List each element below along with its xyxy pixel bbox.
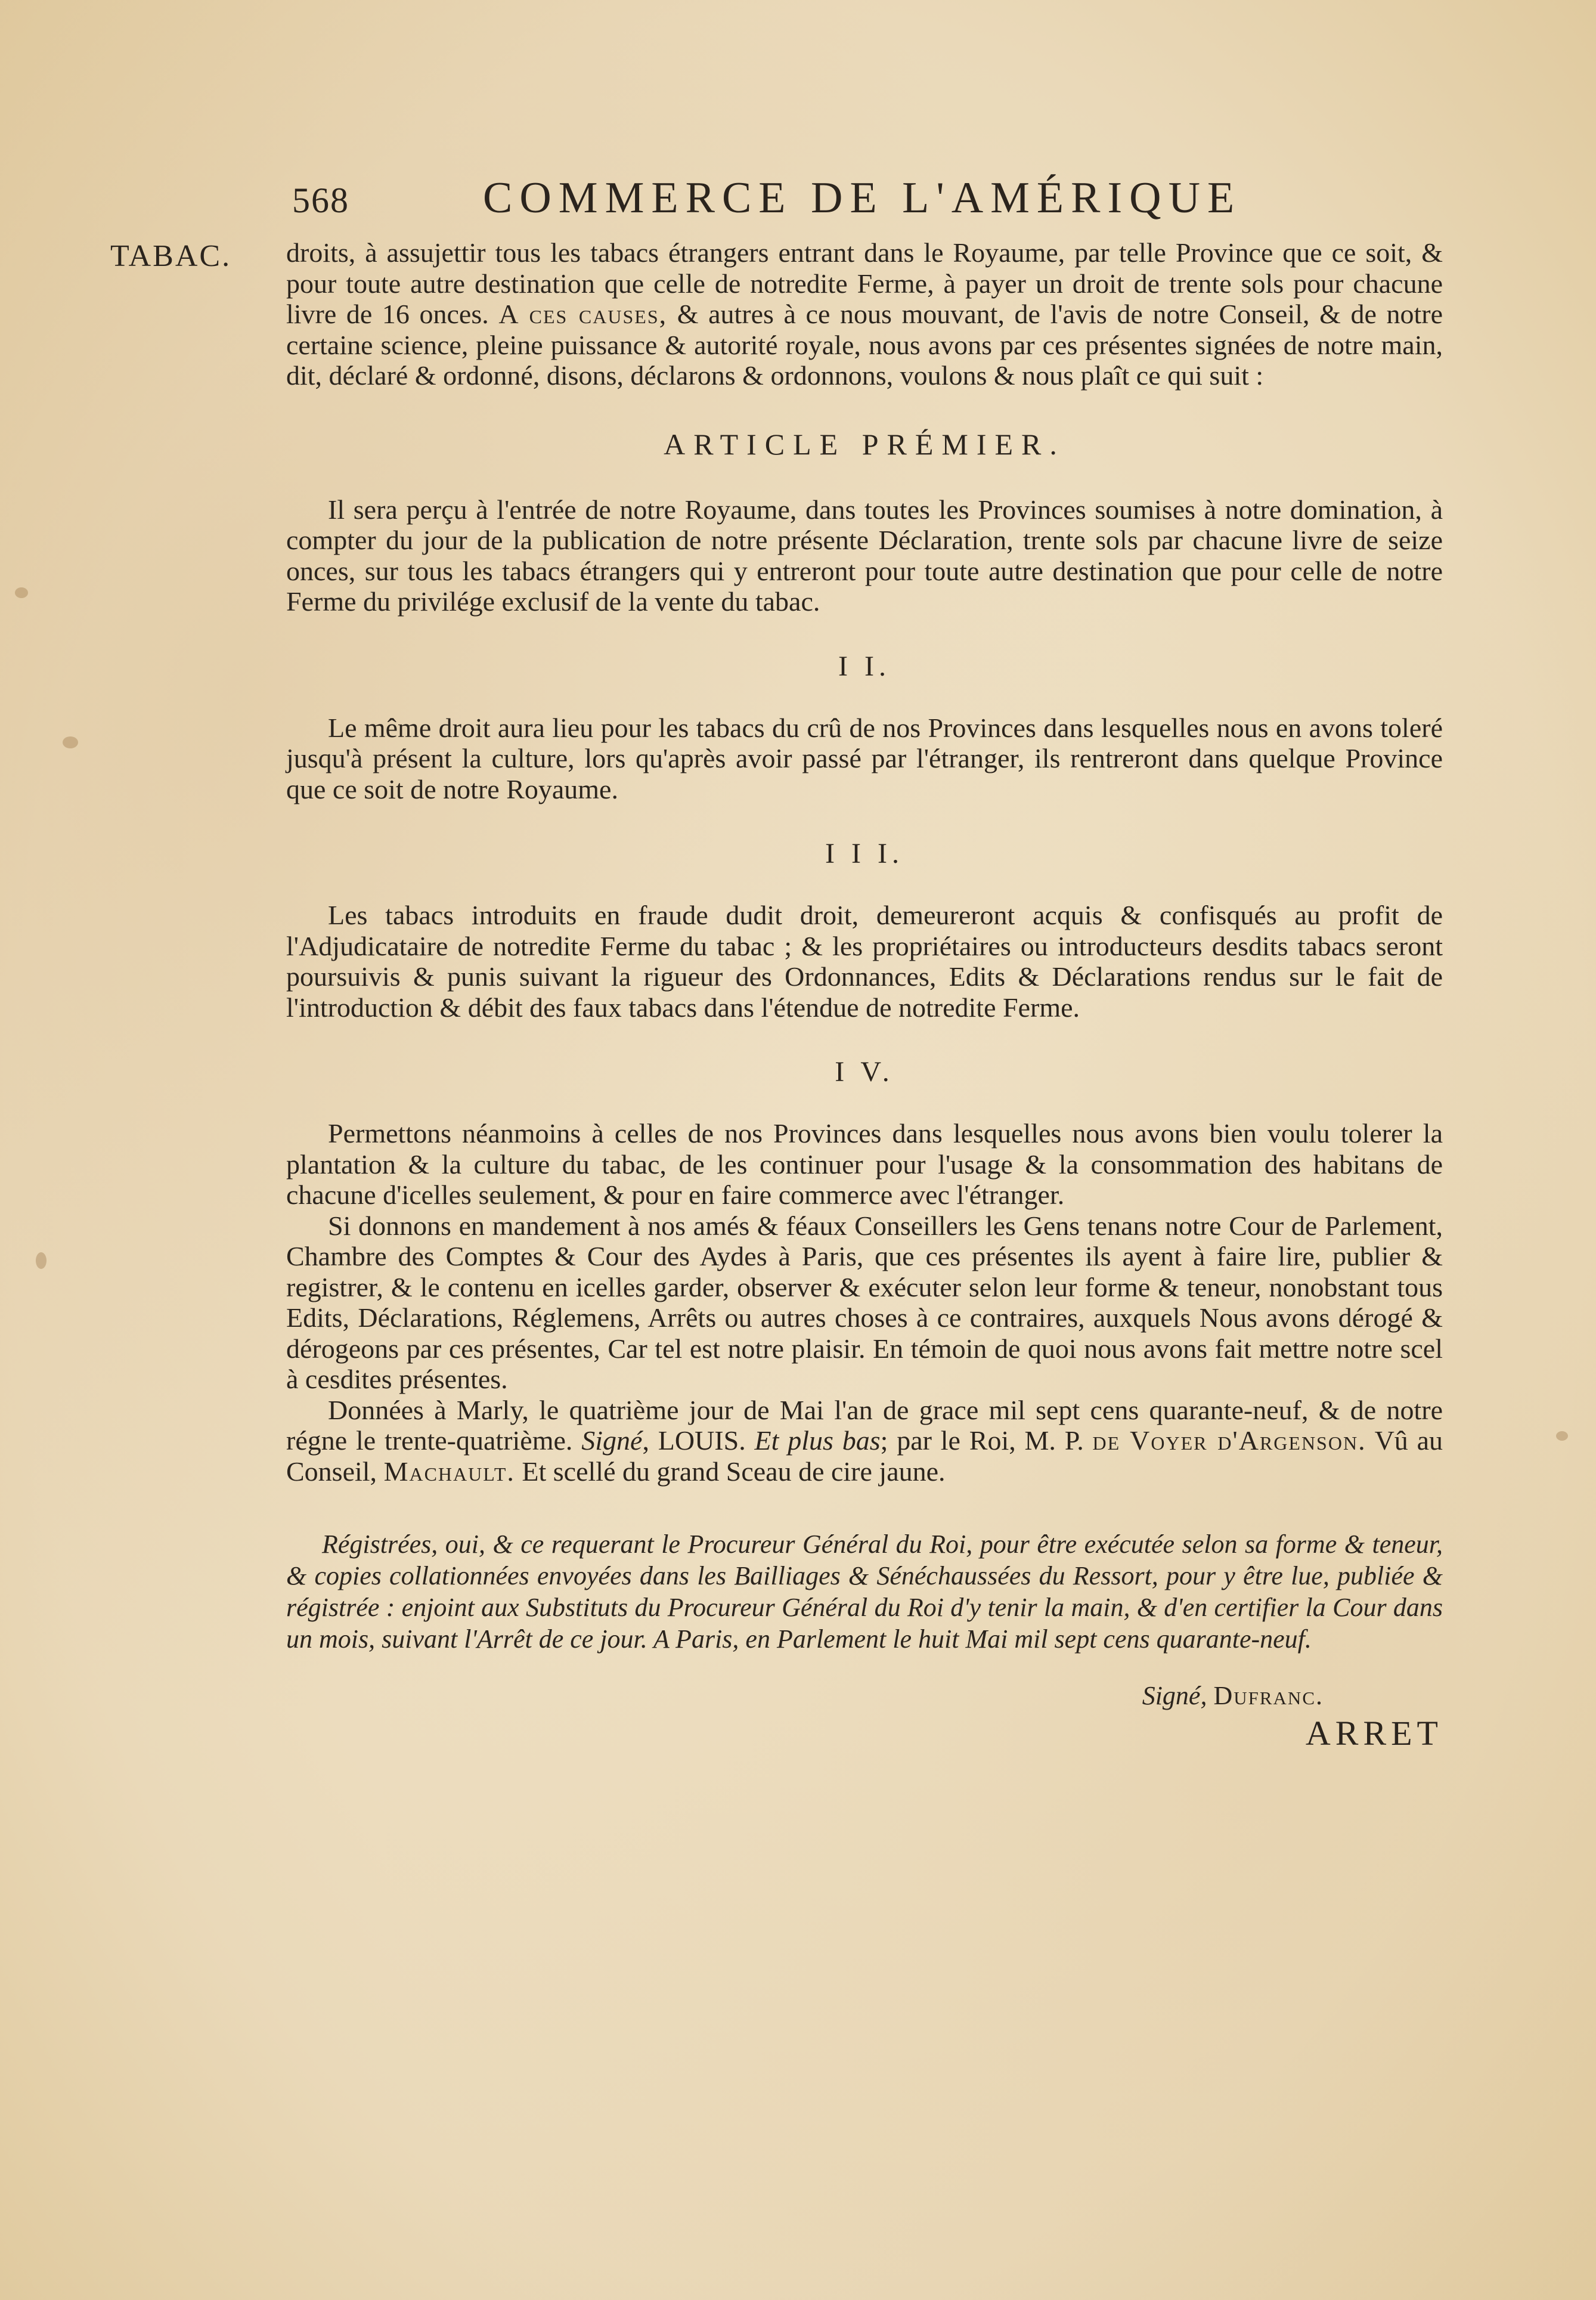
article-text: Permettons néanmoins à celles de nos Provinces dans lesquelles nous avons bien voulu tolerer la plantation & la culture du tabac, de les continuer pour l'usage & la consommation des habitans de chacune d'icelles seulement, & pour en faire commerce avec l'étranger. (286, 1118, 1443, 1210)
article-text: Le même droit aura lieu pour les tabacs du crû de nos Provinces dans lesquelles nous en avons toleré jusqu'à présent la culture, lors qu'après avoir passé par l'étranger, ils rentreront dans quelque Province que ce soit de notre Royaume. (286, 712, 1443, 804)
margin-note: TABAC. (110, 239, 232, 273)
article-text: Les tabacs introduits en fraude dudit droit, demeureront acquis & confisqués au profit de l'Adjudicataire de notredite Ferme du tabac ; & les propriétaires ou introducteurs desdits tabacs seront poursuivis & punis suivant la rigueur des Ordonnances, Edits & Déclarations rendus sur le fait de l'introduction & débit des faux tabacs dans l'étendue de notredite Ferme. (286, 900, 1443, 1023)
page-number: 568 (292, 181, 349, 220)
paper-stain (36, 1252, 47, 1269)
given-text: Données à Marly, le quatrième jour de Mai l'an de grace mil sept cens quarante-neuf, & de notre régne le trente-quatrième. (286, 1394, 1443, 1456)
article-heading: ARTICLE PRÉMIER. (664, 427, 1065, 461)
registration-signature (286, 1681, 1324, 1711)
paper-stain (1556, 1431, 1568, 1441)
given-paragraph: Données à Marly, le quatrième jour de Mai l'an de grace mil sept cens quarante-neuf, & de notre régne le trente-quatrième. Signé, LOUIS. Et plus bas; par le Roi, M. P. de Voyer d'Argenson. Vû au Conseil, Machault. Et scellé du grand Sceau de cire jaune. (286, 1394, 1443, 1487)
registration-paragraph: Régistrées, oui, & ce requerant le Procureur Général du Roi, pour être exécutée selon sa forme & teneur, & copies collationnées envoyées dans les Bailliages & Sénéchaussées du Ressort, pour y être lue, publiée & régistrée : enjoint aux Substituts du Procureur Général du Roi d'y tenir la main, & d'en certifier la Cour dans un mois, suivant l'Arrêt de ce jour. A Paris, en Parlement le huit Mai mil sept cens quarante-neuf. (286, 1530, 1443, 1654)
intro-text: droits, à assujettir tous les tabacs étrangers entrant dans le Royaume, par telle Province que ce soit, & pour toute autre destination que celle de notredite Ferme, à payer un droit de trente sols pour chacune livre de 16 onces. (286, 237, 1443, 329)
vu-text: Vû au Conseil, (286, 1425, 1443, 1487)
registration-signature-name: Dufranc. (1213, 1681, 1324, 1710)
countersign-prefix: par le Roi, M. P. (897, 1425, 1084, 1456)
paper-stain (63, 736, 78, 748)
countersigner-name: de Voyer d'Argenson. (1092, 1425, 1366, 1456)
catchword: ARRET (1305, 1714, 1443, 1753)
paper-stain (15, 587, 28, 598)
et-plus-bas: Et plus bas (754, 1425, 881, 1456)
causes-phrase: A ces causes, (498, 299, 668, 329)
article-heading: I I I. (825, 838, 904, 869)
signe-label: Signé (581, 1425, 643, 1456)
vu-signer-name: Machault. (383, 1456, 515, 1487)
king-signature: LOUIS. (658, 1425, 746, 1456)
mandate-paragraph: Si donnons en mandement à nos amés & féaux Conseillers les Gens tenans notre Cour de Parlement, Chambre des Comptes & Cour des Aydes à Paris, que ces présentes ils ayent à faire lire, publier & registrer, & le contenu en icelles garder, observer & exécuter selon leur forme & teneur, nonobstant tous Edits, Déclarations, Réglemens, Arrêts ou autres choses à ce contraires, auxquels Nous avons dérogé & dérogeons par ces présentes, Car tel est notre plaisir. En témoin de quoi nous avons fait mettre notre scel à cesdites présentes. (286, 1210, 1443, 1394)
article-text: Il sera perçu à l'entrée de notre Royaume, dans toutes les Provinces soumises à notre domination, à compter du jour de la publication de notre présente Déclaration, trente sols par chacune livre de seize onces, sur tous les tabacs étrangers qui y entreront pour toute autre destination que pour celle de notre Ferme du privilége exclusif de la vente du tabac. (286, 494, 1443, 617)
article-heading: I I. (838, 650, 891, 682)
registration-signature-label: Signé, (1142, 1681, 1207, 1710)
article-heading: I V. (835, 1056, 894, 1088)
intro-text-continued: & autres à ce nous mouvant, de l'avis de notre Conseil, & de notre certaine science, pleine puissance & autorité royale, nous avons par ces présentes signées de notre main, dit, déclaré & ordonné, disons, déclarons & ordonnons, voulons & nous plaît ce qui suit : (286, 299, 1443, 391)
page-header (292, 173, 1288, 239)
intro-paragraph (286, 237, 1443, 391)
running-title: COMMERCE DE L'AMÉRIQUE (483, 174, 1242, 222)
body-text (286, 237, 1443, 1753)
sealed-text: Et scellé du grand Sceau de cire jaune. (522, 1456, 946, 1487)
